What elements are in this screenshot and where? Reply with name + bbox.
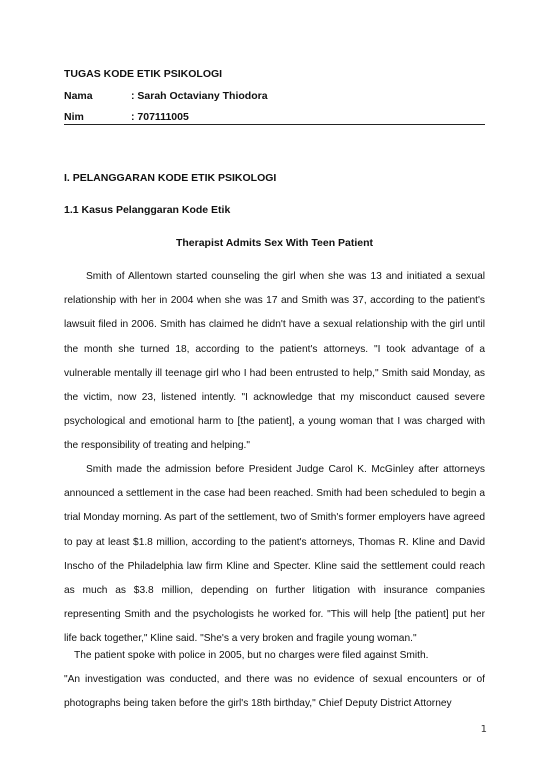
article-title: Therapist Admits Sex With Teen Patient	[175, 237, 374, 249]
paragraph: Smith of Allentown started counseling the girl when she was 13 and initiated a sexual relationship with her in 2004 when she was 17 and Smith was 37, according to the patient's lawsuit filed in 2006. Smith has claimed he didn't have a sexual relationship with the girl until the month she turned 18, according to the patient's attorneys. "I took advantage of a vulnerable mentally ill teenage girl who I had been entrusted to help," Smith said Monday, as the victim, now 23, listened intently. "I acknowledge that my misconduct caused severe psychological and emotional harm to [the patient], a young woman that I was charged with the responsibility of treating and helping."	[64, 271, 485, 452]
paragraph: The patient spoke with police in 2005, but no charges were filed against Smith.	[74, 650, 429, 661]
paragraph: Smith made the admission before President Judge Carol K. McGinley after attorneys announced a settlement in the case had been reached. Smith had been scheduled to begin a trial Monday morning. As part of the settlement, two of Smith's former employers have agreed to pay at least $1.8 million, according to the patient's attorneys, Thomas R. Kline and David Inscho of the Philadelphia law firm Kline and Specter. Kline said the settlement could reach as much as $3.8 million, depending on further litigation with insurance companies representing Smith and the psychologists he worked for. "This will help [the patient] put her life back together," Kline said. "She's a very broken and fragile young woman."	[64, 464, 485, 645]
assignment-title: TUGAS KODE ETIK PSIKOLOGI	[64, 68, 223, 80]
subsection-heading: 1.1 Kasus Pelanggaran Kode Etik	[64, 204, 231, 216]
section-heading: I. PELANGGARAN KODE ETIK PSIKOLOGI	[64, 172, 277, 184]
paragraph: "An investigation was conducted, and there was no evidence of sexual encounters or of photographs being taken before the girl's 18th birthday," Chief Deputy District Attorney	[64, 674, 485, 710]
name-label: Nama	[64, 90, 93, 102]
header-divider	[64, 124, 485, 125]
nim-label: Nim	[64, 111, 84, 123]
page-number: 1	[480, 724, 487, 735]
name-value: : Sarah Octaviany Thiodora	[131, 90, 268, 102]
nim-value: : 707111005	[131, 111, 189, 123]
